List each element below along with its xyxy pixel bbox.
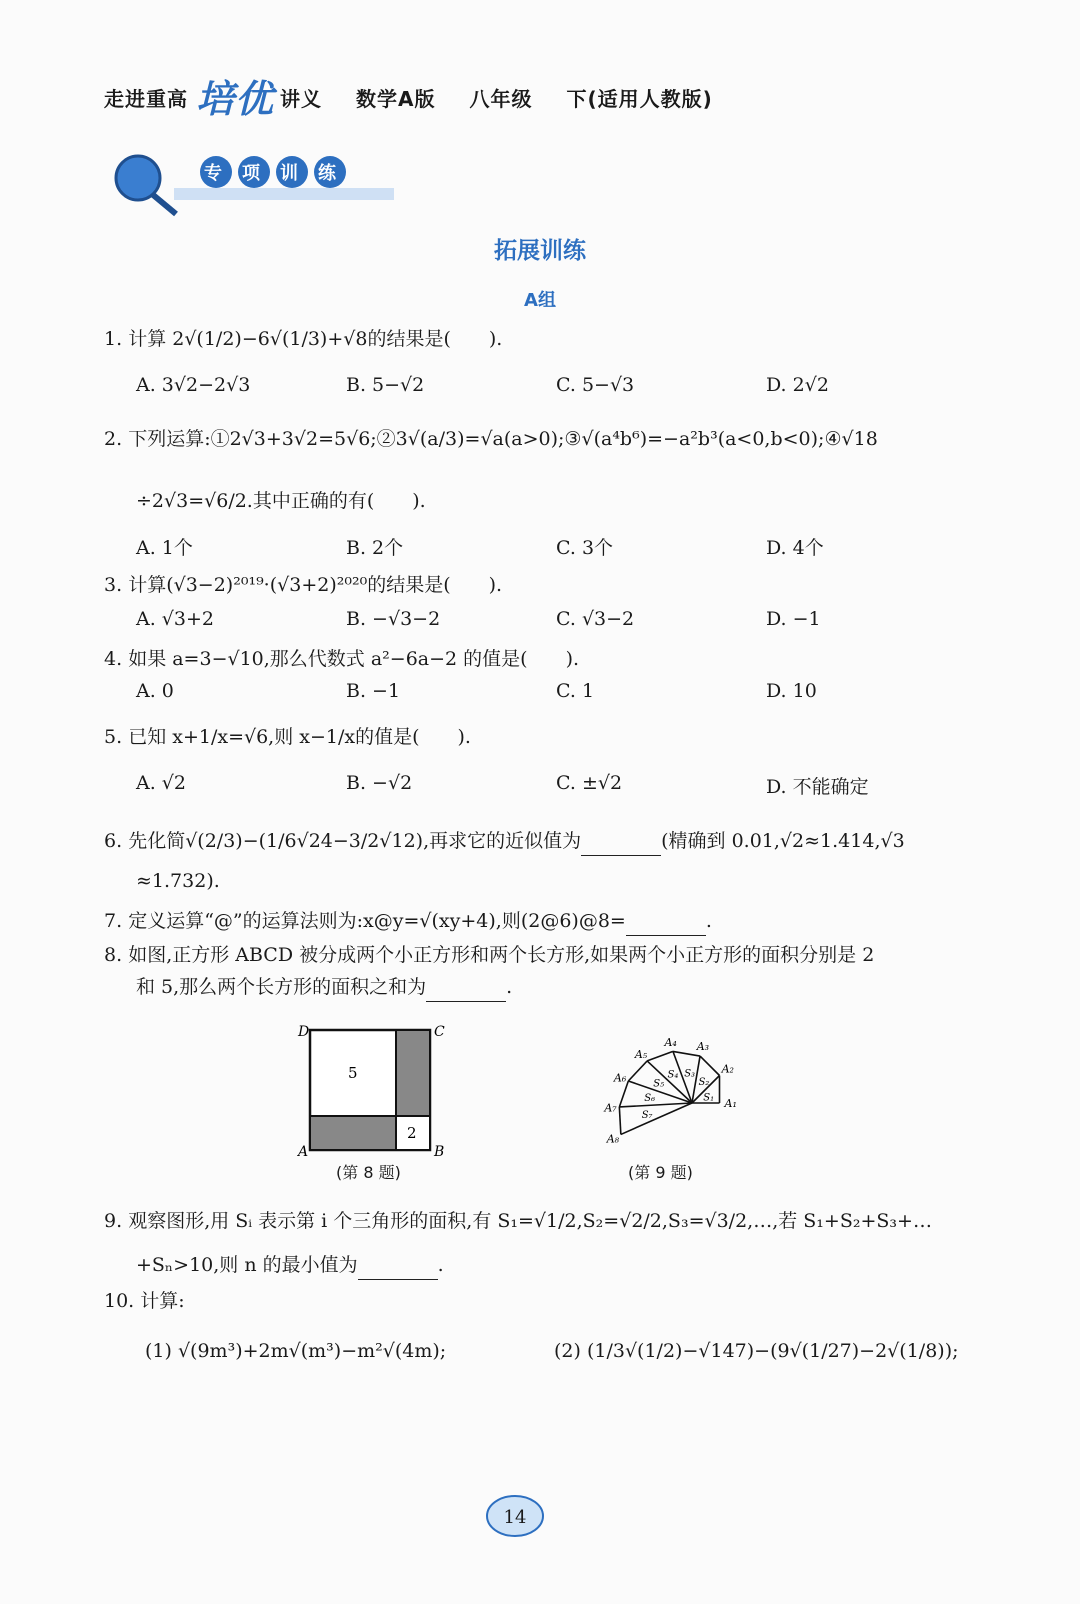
question-4: 4. 如果 a=3−√10,那么代数式 a²−6a−2 的值是( ).	[104, 648, 580, 670]
label-b: B	[434, 1144, 445, 1160]
figure-8	[290, 1020, 460, 1170]
section-banner	[104, 148, 404, 218]
options-4: A. 0 B. −1 C. 1 D. 10	[136, 680, 817, 702]
spiral-area-label: S₃	[684, 1068, 696, 1080]
question-10: 10. 计算:	[104, 1290, 185, 1312]
question-1: 1. 计算 2√(1/2)−6√(1/3)+√8的结果是( ).	[104, 328, 503, 350]
grade: 八年级	[469, 87, 533, 111]
options-5: A. √2 B. −√2 C. ±√2 D. 不能确定	[136, 772, 869, 798]
spiral-edge	[700, 1056, 719, 1075]
spiral-vertex-label: A₇	[604, 1101, 617, 1115]
spiral-vertex-label: A₅	[634, 1048, 648, 1062]
label-a: A	[298, 1144, 309, 1160]
book-header	[104, 62, 747, 121]
options-1: A. 3√2−2√3 B. 5−√2 C. 5−√3 D. 2√2	[136, 374, 829, 396]
banner-label: 专项训练	[204, 163, 356, 184]
question-3: 3. 计算(√3−2)²⁰¹⁹·(√3+2)²⁰²⁰的结果是( ).	[104, 574, 503, 596]
spiral-edge	[619, 1107, 621, 1134]
group-title: A组	[524, 290, 556, 311]
question-9: 9. 观察图形,用 Sᵢ 表示第 i 个三角形的面积,有 S₁=√1/2,S₂=√2/2,S₃=√3/2,…,若 S₁+S₂+S₃+…	[104, 1210, 932, 1232]
spiral-area-label: S₅	[653, 1078, 665, 1090]
question-10-part-2: (2) (1/3√(1/2)−√147)−(9√(1/27)−2√(1/8));	[554, 1340, 959, 1362]
question-6-cont: ≈1.732).	[136, 870, 220, 892]
answer-blank	[358, 1259, 438, 1280]
spiral-vertex-label: A₈	[606, 1132, 620, 1146]
spiral-spoke	[619, 1103, 692, 1107]
volume: 下(适用人教版)	[566, 87, 713, 111]
question-10-part-1: (1) √(9m³)+2m√(m³)−m²√(4m);	[145, 1340, 447, 1362]
spiral-edge	[619, 1081, 628, 1107]
question-7: 7. 定义运算“@”的运算法则为:x@y=√(xy+4),则(2@6)@8= .	[104, 906, 984, 936]
spiral-area-label: S₇	[641, 1109, 653, 1121]
options-2: A. 1个 B. 2个 C. 3个 D. 4个	[136, 537, 824, 559]
question-2: 2. 下列运算:①2√3+3√2=5√6;②3√(a/3)=√a(a>0);③√(a⁴b⁶)=−a²b³(a<0,b<0);④√18	[104, 428, 878, 450]
figure-8-caption: (第 8 题)	[336, 1163, 401, 1182]
question-9-cont: +Sₙ>10,则 n 的最小值为 .	[136, 1250, 1016, 1280]
page-number-badge	[485, 1492, 565, 1542]
label-c: C	[434, 1024, 445, 1040]
question-5: 5. 已知 x+1/x=√6,则 x−1/x的值是( ).	[104, 726, 471, 748]
spiral-vertex-label: A₂	[721, 1062, 734, 1076]
spiral-edge	[647, 1051, 673, 1061]
spiral-spoke	[621, 1103, 692, 1134]
series-name: 走进重高	[104, 87, 188, 111]
figure-9	[570, 1005, 770, 1165]
answer-blank	[581, 835, 661, 856]
figure-9-caption: (第 9 题)	[628, 1163, 693, 1182]
answer-blank	[626, 915, 706, 936]
book-type: 讲义	[280, 87, 323, 111]
answer-blank	[426, 981, 506, 1002]
spiral-vertex-label: A₆	[613, 1071, 627, 1085]
spiral-area-label: S₁	[703, 1092, 715, 1104]
question-2-cont: ÷2√3=√6/2.其中正确的有( ).	[136, 490, 426, 512]
question-6: 6. 先化简√(2/3)−(1/6√24−3/2√12),再求它的近似值为 (精确到 0.01,√2≈1.414,√3	[104, 826, 984, 856]
spiral-area-label: S₂	[698, 1076, 710, 1088]
spiral-vertex-label: A₁	[724, 1097, 737, 1110]
question-8: 8. 如图,正方形 ABCD 被分成两个小正方形和两个长方形,如果两个小正方形的面积分别是 2	[104, 944, 875, 966]
question-8-cont: 和 5,那么两个长方形的面积之和为 .	[136, 972, 1016, 1002]
spiral-area-label: S₆	[644, 1093, 656, 1105]
section-title: 拓展训练	[494, 238, 586, 264]
spiral-vertex-label: A₃	[696, 1040, 710, 1054]
subject: 数学A版	[356, 87, 436, 111]
spiral-vertex-label: A₄	[664, 1036, 677, 1050]
logo-text: 培优	[196, 77, 275, 121]
label-area-5: 5	[348, 1064, 358, 1082]
label-d: D	[298, 1024, 310, 1040]
page-number: 14	[503, 1507, 527, 1528]
options-3: A. √3+2 B. −√3−2 C. √3−2 D. −1	[136, 608, 821, 630]
label-area-2: 2	[407, 1124, 417, 1142]
spiral-area-label: S₄	[667, 1069, 679, 1081]
spiral-edge	[628, 1061, 647, 1081]
